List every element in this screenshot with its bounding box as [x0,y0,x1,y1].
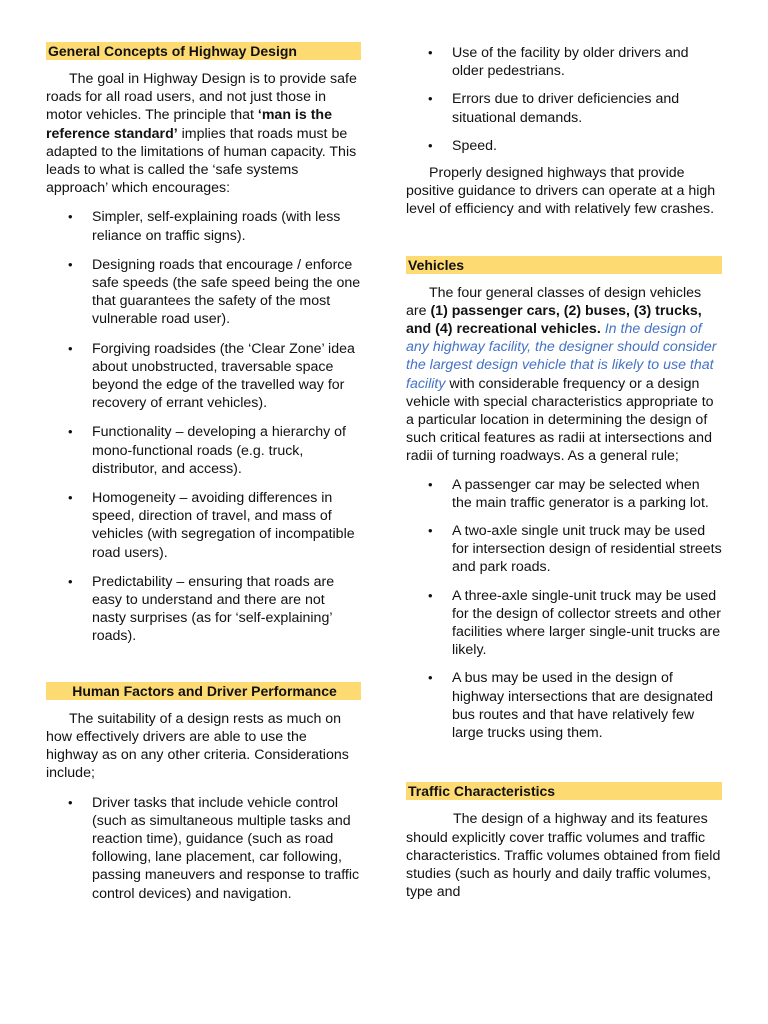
traffic-characteristics-heading: Traffic Characteristics [406,782,722,800]
list-item [46,256,361,329]
list-item [406,90,722,126]
bullet-icon: • [428,670,433,686]
vehicles-paragraph [406,284,722,466]
general-intro-text-2: implies that roads must be adapted to the limitations of human capacity. This leads to what is called the ‘safe systems approach’ which encourages: [46,125,357,197]
bullet-icon: • [68,340,73,356]
human-factors-bullet-list [46,794,361,903]
traffic-paragraph: The design of a highway and its features should explicitly cover traffic volumes and traffic characteristics. Traffic volumes obtained from field studies (such as hourly and daily traffic volumes, type and [406,811,721,901]
general-intro-bold: ‘man is the reference standard’ [46,107,332,142]
list-item-text: A two-axle single unit truck may be used for intersection design of residential streets and park roads. [452,523,722,576]
bullet-icon: • [68,573,73,589]
list-item [46,208,361,244]
bullet-icon: • [68,794,73,810]
human-factors-intro: The suitability of a design rests as much on how effectively drivers are able to use the highway as on any other criteria. Considerations include; [46,710,349,782]
general-intro-text-1: The goal in Highway Design is to provide safe roads for all road users, and not just those in motor vehicles. The principle that [46,71,357,124]
list-item-text: Homogeneity – avoiding differences in speed, direction of travel, and mass of vehicles (with segregation of incompatible road users). [92,490,355,561]
list-item-text: Predictability – ensuring that roads are easy to understand and there are not nasty surprises (as for ‘self-explaining’ roads). [92,573,335,645]
vehicles-classes-bold: (1) passenger cars, (2) buses, (3) trucks, and (4) recreational vehicles. [406,302,702,338]
vehicles-bullet-list [406,476,722,743]
list-item-text: Driver tasks that include vehicle control (such as simultaneous multiple tasks and reaction time), guidance (such as road following, lane placement, car following, passing maneuvers and response to traffic control devices) and navigation. [92,794,360,902]
list-item [406,476,722,512]
vehicles-text-1: The four general classes of design vehicles are [406,284,702,319]
list-item [406,587,722,660]
general-concepts-heading: General Concepts of Highway Design [46,42,361,60]
list-item [406,669,722,742]
list-item-text: A bus may be used in the design of highway intersections that are designated bus routes and that have relatively few large trucks using them. [452,670,714,742]
bullet-icon: • [428,45,433,60]
positive-guidance-paragraph: Properly designed highways that provide positive guidance to drivers can operate at a high level of efficiency and with relatively few crashes. [406,165,716,218]
bullet-icon: • [428,523,433,539]
list-item-text: A three-axle single-unit truck may be used for the design of collector streets and other facilities where larger single-unit trucks are likely. [452,587,721,659]
human-factors-heading: Human Factors and Driver Performance [46,682,361,700]
list-item-text: A passenger car may be selected when the main traffic generator is a parking lot. [452,476,709,511]
list-item [46,573,361,646]
bullet-icon: • [428,91,433,107]
bullet-icon: • [68,424,73,440]
bullet-icon: • [68,209,73,225]
general-intro-paragraph [46,70,361,197]
list-item-text: Speed. [452,137,497,154]
list-item [406,137,722,155]
vehicles-heading: Vehicles [406,256,722,274]
list-item [406,522,722,577]
list-item-text: Designing roads that encourage / enforce safe speeds (the safe speed being the one that guarantees the safety of the most vulnerable road user). [92,256,361,328]
list-item-text: Simpler, self-explaining roads (with less reliance on traffic signs). [92,209,341,244]
vehicles-emphasis-text: In the design of any highway facility, the designer should consider the largest design vehicle that is likely to use that facility [406,321,717,392]
bullet-icon: • [428,137,433,153]
list-item-text: Forgiving roadsides (the ‘Clear Zone’ idea about unobstructed, traversable space beyond the edge of the travelled way for recovery of errant vehicles). [92,340,355,412]
vehicles-text-2: with considerable frequency or a design vehicle with special characteristics appropriate to a particular location in determining the design of such critical features as radii at intersections and radii of turning roadways. As a general rule; [406,375,714,465]
continued-bullet-list [406,44,722,155]
general-bullet-list [46,208,361,645]
bullet-icon: • [68,256,73,272]
left-column [46,42,361,903]
bullet-icon: • [68,490,73,506]
right-column [406,44,722,901]
list-item-text: Use of the facility by older drivers and older pedestrians. [452,45,689,80]
list-item-text: Errors due to driver deficiencies and situational demands. [452,91,680,126]
list-item [46,794,361,903]
list-item [46,423,361,478]
list-item-text: Functionality – developing a hierarchy of mono-functional roads (e.g. truck, distributor, and access). [92,424,346,477]
list-item [46,340,361,413]
list-item [406,44,722,80]
list-item [46,489,361,562]
bullet-icon: • [428,476,433,492]
bullet-icon: • [428,587,433,603]
